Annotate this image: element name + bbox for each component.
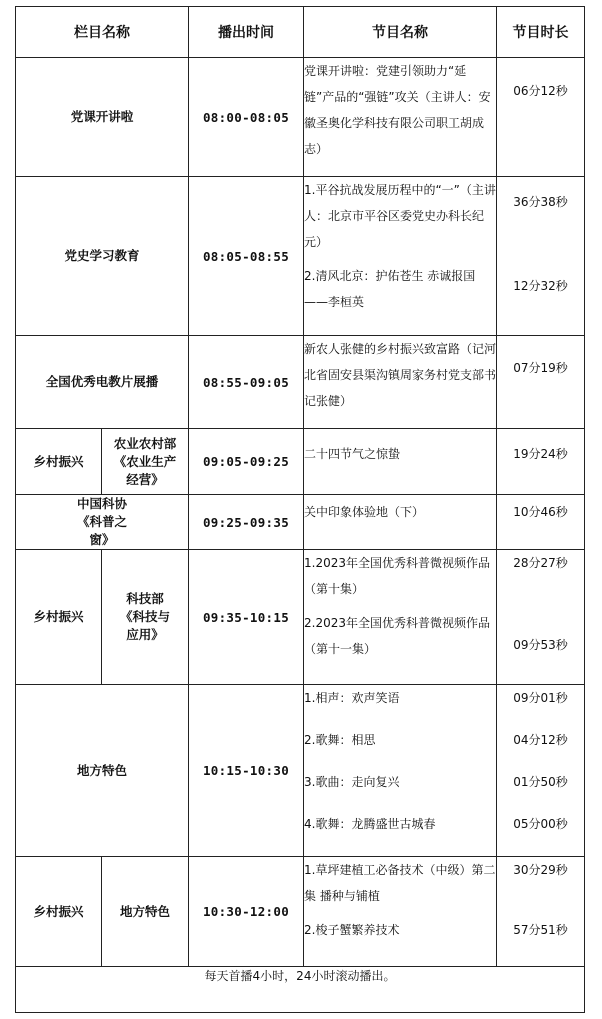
duration-item: 06分12秒	[513, 84, 568, 98]
air-time: 09:25-09:35	[189, 495, 304, 550]
header-time: 播出时间	[189, 7, 304, 58]
program-item: 新农人张健的乡村振兴致富路（记河北省固安县渠沟镇周家务村党支部书记张健）	[304, 342, 497, 408]
table-row	[16, 685, 585, 857]
duration-item: 09分53秒	[513, 638, 568, 652]
column-name: 全国优秀电教片展播	[16, 336, 189, 429]
table-row	[16, 429, 585, 495]
duration	[497, 495, 585, 550]
footer-row	[16, 967, 585, 1013]
air-time: 09:35-10:15	[189, 550, 304, 685]
header-program: 节目名称	[304, 7, 497, 58]
duration-item: 01分50秒	[513, 775, 568, 789]
table-row	[16, 336, 585, 429]
column-name: 乡村振兴	[16, 550, 102, 685]
program-name	[304, 336, 497, 429]
duration-item: 36分38秒	[513, 195, 568, 209]
duration-item: 04分12秒	[513, 733, 568, 747]
duration-item: 05分00秒	[513, 817, 568, 831]
sub-column-name: 科技部《科技与应用》	[102, 550, 189, 685]
program-item: 2.歌舞：相思	[304, 733, 376, 747]
table-row	[16, 58, 585, 177]
program-item: 4.歌舞：龙腾盛世古城春	[304, 817, 436, 831]
program-item: 2.清风北京：护佑苍生 赤诚报国——李桓英	[304, 269, 476, 309]
column-name: 乡村振兴	[16, 857, 102, 967]
sub-column-name: 地方特色	[102, 857, 189, 967]
duration	[497, 429, 585, 495]
program-name	[304, 495, 497, 550]
duration	[497, 550, 585, 685]
program-name	[304, 58, 497, 177]
table-row	[16, 495, 585, 550]
duration-item: 30分29秒	[513, 863, 568, 877]
sub-column-name: 农业农村部《农业生产经营》	[102, 429, 189, 495]
duration	[497, 857, 585, 967]
program-item: 1.草坪建植工必备技术（中级）第二集 播种与铺植	[304, 863, 496, 903]
air-time: 08:55-09:05	[189, 336, 304, 429]
column-name: 中国科协《科普之窗》	[16, 495, 189, 550]
duration	[497, 177, 585, 336]
header-row	[16, 7, 585, 58]
air-time: 08:00-08:05	[189, 58, 304, 177]
air-time: 09:05-09:25	[189, 429, 304, 495]
program-name	[304, 857, 497, 967]
program-item: 1.相声：欢声笑语	[304, 691, 400, 705]
duration	[497, 58, 585, 177]
program-name	[304, 177, 497, 336]
column-name: 党课开讲啦	[16, 58, 189, 177]
program-item: 3.歌曲：走向复兴	[304, 775, 400, 789]
program-item: 2.梭子蟹繁养技术	[304, 923, 400, 937]
program-name	[304, 429, 497, 495]
schedule-table	[15, 6, 585, 1013]
duration-item: 57分51秒	[513, 923, 568, 937]
program-name	[304, 685, 497, 857]
column-name: 地方特色	[16, 685, 189, 857]
duration	[497, 336, 585, 429]
duration-item: 19分24秒	[513, 447, 568, 461]
air-time: 10:30-12:00	[189, 857, 304, 967]
duration-item: 28分27秒	[513, 556, 568, 570]
table-row	[16, 177, 585, 336]
header-column: 栏目名称	[16, 7, 189, 58]
duration-item: 07分19秒	[513, 361, 568, 375]
program-name	[304, 550, 497, 685]
program-item: 1.2023年全国优秀科普微视频作品（第十集）	[304, 556, 490, 596]
duration-item: 09分01秒	[513, 691, 568, 705]
footer-note: 每天首播4小时，24小时滚动播出。	[16, 967, 585, 1013]
duration-item: 12分32秒	[513, 279, 568, 293]
column-name: 乡村振兴	[16, 429, 102, 495]
air-time: 08:05-08:55	[189, 177, 304, 336]
table-row	[16, 857, 585, 967]
table-row	[16, 550, 585, 685]
program-item: 2.2023年全国优秀科普微视频作品（第十一集）	[304, 616, 490, 656]
program-item: 党课开讲啦：党建引领助力“延链”产品的“强链”攻关（主讲人：安徽圣奥化学科技有限公司职工胡成志）	[304, 64, 491, 156]
program-item: 关中印象体验地（下）	[304, 505, 425, 519]
air-time: 10:15-10:30	[189, 685, 304, 857]
duration-item: 10分46秒	[513, 505, 568, 519]
duration	[497, 685, 585, 857]
column-name: 党史学习教育	[16, 177, 189, 336]
program-item: 1.平谷抗战发展历程中的“一”（主讲人：北京市平谷区委党史办科长纪元）	[304, 183, 496, 249]
program-item: 二十四节气之惊蛰	[304, 447, 401, 461]
header-duration: 节目时长	[497, 7, 585, 58]
